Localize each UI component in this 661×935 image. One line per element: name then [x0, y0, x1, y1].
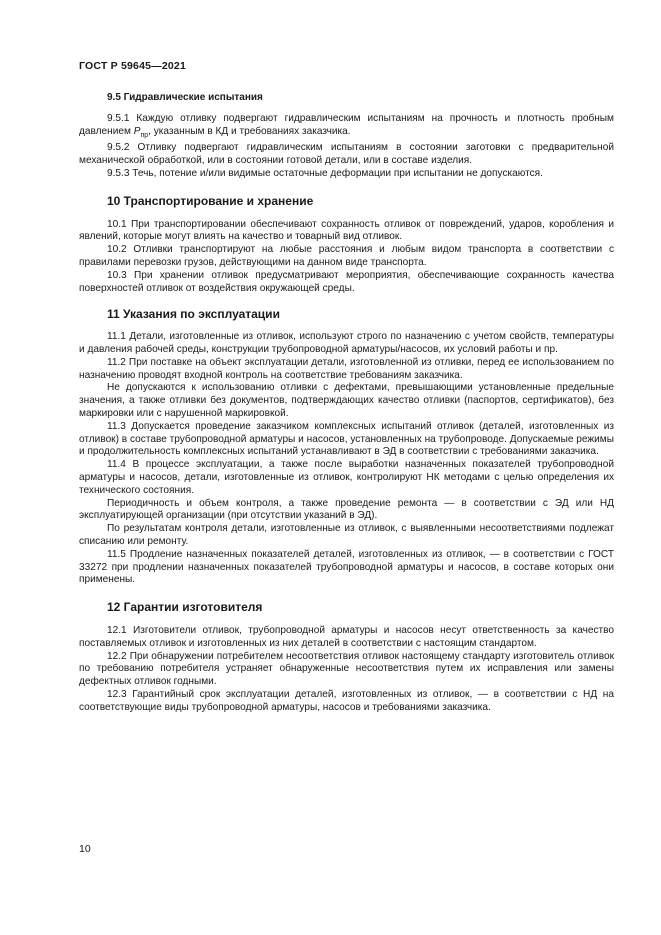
paragraph-11-3: 11.3 Допускается проведение заказчиком комплексных испытаний отливок (деталей, изготовленных из отливок) в составе трубопроводной арматуры и насосов, установленных на трубопроводе. Допускаемые режимы и продолжительность комплексных испытаний устанавливают в ЭД в соответствии с требованиями заказчика. — [79, 420, 614, 458]
document-body — [79, 92, 614, 714]
section-heading-11: 11 Указания по эксплуатации — [107, 307, 280, 322]
paragraph-11-2-cont: Не допускаются к использованию отливки с дефектами, превышающими установленные предельные значения, а также отливки без документов, подтверждающих качество отливки (паспортов, сертификатов), без маркировки или с нарушенной маркировкой. — [79, 382, 614, 419]
paragraph-12-2: 12.2 При обнаружении потребителем несоответствия отливок настоящему стандарту изготовитель отливок по требованию потребителя устраняет обнаруженные несоответствия путем их исправления или замены дефектных отливок годными. — [79, 650, 614, 688]
pressure-symbol: P — [133, 125, 141, 137]
paragraph-11-5: 11.5 Продление назначенных показателей деталей, изготовленных из отливок, — в соответствии с ГОСТ 33272 при продлении назначенных показателей трубопроводной арматуры и насосов, в составе которых они применены. — [79, 548, 614, 586]
paragraph-11-4-cont-1: Периодичность и объем контроля, а также проведение ремонта — в соответствии с ЭД или НД эксплуатирующей организации (при отсутствии указаний в ЭД). — [79, 497, 614, 522]
section-heading-12: 12 Гарантии изготовителя — [107, 600, 263, 615]
pressure-subscript: пр — [140, 131, 149, 139]
standard-designation: ГОСТ Р 59645—2021 — [79, 60, 187, 72]
paragraph-12-1: 12.1 Изготовители отливок, трубопроводной арматуры и насосов несут ответственность за качество поставляемых отливок и изготовленных из них деталей в соответствии с настоящим стандартом. — [79, 624, 614, 649]
section-heading-10: 10 Транспортирование и хранение — [107, 193, 314, 208]
paragraph-11-4: 11.4 В процессе эксплуатации, а также после выработки назначенных показателей трубопроводной арматуры и насосов, детали, изготовленные из отливок, контролируют НК методами с целью определения их технического состояния. — [79, 459, 614, 496]
paragraph-12-3: 12.3 Гарантийный срок эксплуатации деталей, изготовленных из отливок, — в соответствии с НД на соответствующие виды трубопроводной арматуры, насосов и требованиями заказчика. — [79, 688, 614, 713]
paragraph-9-5-1: 9.5.1 Каждую отливку подвергают гидравлическим испытаниям на прочность и плотность пробным давлением $P_{пр}$, указанным в КД и требованиях заказчика. — [79, 112, 614, 139]
page-number: 10 — [79, 843, 91, 855]
paragraph-9-5-2: 9.5.2 Отливку подвергают гидравлическим испытаниям в состоянии заготовки с предварительной механической обработкой, или в состоянии готовой детали, или в составе изделия. — [79, 142, 614, 167]
paragraph-10-2: 10.2 Отливки транспортируют на любые расстояния и любым видом транспорта в соответствии с правилами перевозки грузов, действующими на данном виде транспорта. — [79, 244, 614, 268]
paragraph-11-4-cont-2: По результатам контроля детали, изготовленные из отливок, с выявленными несоответствиями подлежат списанию или ремонту. — [79, 523, 614, 547]
paragraph-9-5-3: 9.5.3 Течь, потение и/или видимые остаточные деформации при испытании не допускаются. — [107, 168, 543, 179]
paragraph-10-1: 10.1 При транспортировании обеспечивают сохранность отливок от повреждений, ударов, коробления и явлений, которые могут влиять на качество и товарный вид отливок. — [79, 218, 614, 243]
paragraph-10-3: 10.3 При хранении отливок предусматривают мероприятия, обеспечивающие сохранность качества поверхностей отливок от воздействия окружающей среды. — [79, 269, 614, 294]
paragraph-11-1: 11.1 Детали, изготовленные из отливок, используют строго по назначению с учетом свойств, температуры и давления рабочей среды, конструкции трубопроводной арматуры/насосов, их условий работы и пр. — [79, 331, 614, 355]
subsection-heading-9-5: 9.5 Гидравлические испытания — [107, 92, 263, 103]
paragraph-11-2: 11.2 При поставке на объект эксплуатации детали, изготовленной из отливки, перед ее использованием по назначению проводят входной контроль на соответствие требованиям заказчика. — [79, 356, 614, 381]
